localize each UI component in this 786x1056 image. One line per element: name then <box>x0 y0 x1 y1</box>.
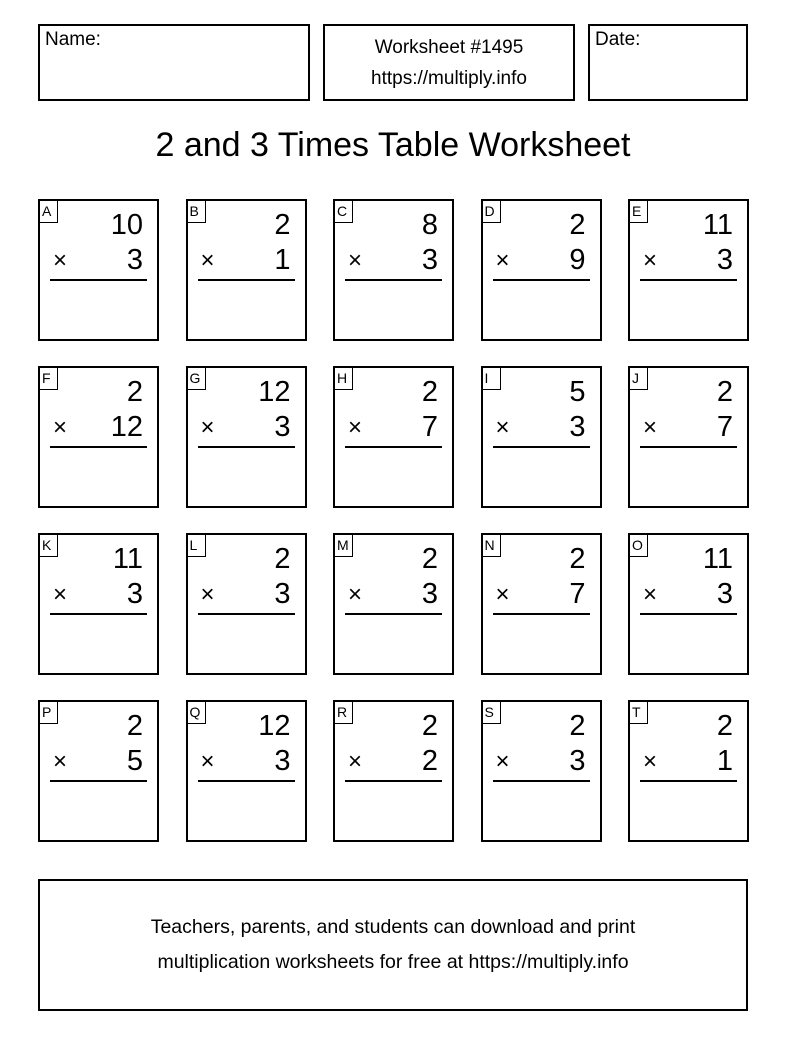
times-sign: × <box>495 748 510 775</box>
problem-card-b <box>186 199 307 341</box>
times-sign: × <box>643 414 658 441</box>
multiplier: 9 <box>569 244 586 276</box>
multiplicand: 12 <box>258 376 291 408</box>
answer-space[interactable] <box>345 452 442 500</box>
times-sign: × <box>348 581 363 608</box>
times-sign: × <box>53 247 68 274</box>
problem-card-j <box>628 366 749 508</box>
problem-card-m <box>333 533 454 675</box>
problem-letter: K <box>38 533 58 557</box>
answer-rule <box>50 780 147 782</box>
problem-card-t <box>628 700 749 842</box>
multiplicand: 2 <box>716 710 733 742</box>
problem-card-d <box>481 199 602 341</box>
answer-rule <box>50 446 147 448</box>
multiplicand: 2 <box>126 376 143 408</box>
problem-letter: J <box>628 366 648 390</box>
multiplier: 3 <box>126 244 143 276</box>
multiplicand: 11 <box>112 543 143 575</box>
problem-grid <box>38 199 749 842</box>
problem-card-c <box>333 199 454 341</box>
problem-card-o <box>628 533 749 675</box>
page-title: 2 and 3 Times Table Worksheet <box>155 126 631 164</box>
date-label: Date: <box>595 29 641 50</box>
answer-space[interactable] <box>640 619 737 667</box>
answer-rule <box>198 780 295 782</box>
answer-space[interactable] <box>50 786 147 834</box>
times-sign: × <box>643 247 658 274</box>
multiplier: 1 <box>716 745 733 777</box>
answer-rule <box>493 279 590 281</box>
answer-space[interactable] <box>493 452 590 500</box>
multiplicand: 12 <box>258 710 291 742</box>
answer-rule <box>640 613 737 615</box>
problem-card-f <box>38 366 159 508</box>
times-sign: × <box>495 414 510 441</box>
answer-rule <box>345 780 442 782</box>
multiplier: 3 <box>569 411 586 443</box>
multiplier: 5 <box>126 745 143 777</box>
name-field[interactable] <box>38 24 310 101</box>
answer-rule <box>198 446 295 448</box>
name-label: Name: <box>45 29 101 50</box>
footer-line-2: multiplication worksheets for free at https://multiply.info <box>157 951 629 973</box>
problem-card-p <box>38 700 159 842</box>
problem-card-a <box>38 199 159 341</box>
times-sign: × <box>53 414 68 441</box>
problem-letter: R <box>333 700 353 724</box>
problem-letter: P <box>38 700 58 724</box>
multiplier: 12 <box>110 411 143 443</box>
times-sign: × <box>200 748 215 775</box>
multiplier: 3 <box>274 578 291 610</box>
multiplicand: 11 <box>702 209 733 241</box>
problem-letter: G <box>186 366 206 390</box>
multiplier: 3 <box>421 578 438 610</box>
multiplier: 3 <box>126 578 143 610</box>
answer-space[interactable] <box>198 786 295 834</box>
multiplier: 3 <box>274 411 291 443</box>
problem-letter: I <box>481 366 501 390</box>
problem-letter: N <box>481 533 501 557</box>
multiplier: 3 <box>716 578 733 610</box>
answer-rule <box>640 780 737 782</box>
answer-space[interactable] <box>493 285 590 333</box>
multiplier: 7 <box>421 411 438 443</box>
worksheet-number: Worksheet #1495 <box>374 37 524 58</box>
problem-letter: L <box>186 533 206 557</box>
problem-card-q <box>186 700 307 842</box>
problem-card-h <box>333 366 454 508</box>
answer-rule <box>345 446 442 448</box>
answer-space[interactable] <box>50 619 147 667</box>
times-sign: × <box>643 581 658 608</box>
answer-space[interactable] <box>640 285 737 333</box>
multiplier: 7 <box>569 578 586 610</box>
multiplicand: 8 <box>421 209 438 241</box>
times-sign: × <box>348 247 363 274</box>
answer-rule <box>640 446 737 448</box>
footer-box <box>38 879 748 1011</box>
problem-card-e <box>628 199 749 341</box>
multiplicand: 11 <box>702 543 733 575</box>
answer-space[interactable] <box>493 786 590 834</box>
problem-letter: C <box>333 199 353 223</box>
times-sign: × <box>495 581 510 608</box>
answer-space[interactable] <box>345 619 442 667</box>
answer-rule <box>493 613 590 615</box>
problem-letter: Q <box>186 700 206 724</box>
multiplicand: 2 <box>274 209 291 241</box>
answer-rule <box>198 279 295 281</box>
multiplicand: 2 <box>421 710 438 742</box>
answer-space[interactable] <box>198 452 295 500</box>
times-sign: × <box>200 414 215 441</box>
multiplicand: 2 <box>569 710 586 742</box>
answer-rule <box>345 613 442 615</box>
problem-card-g <box>186 366 307 508</box>
answer-space[interactable] <box>345 786 442 834</box>
problem-letter: E <box>628 199 648 223</box>
problem-card-s <box>481 700 602 842</box>
problem-card-n <box>481 533 602 675</box>
times-sign: × <box>348 414 363 441</box>
multiplicand: 2 <box>716 376 733 408</box>
problem-letter: H <box>333 366 353 390</box>
answer-space[interactable] <box>198 285 295 333</box>
problem-letter: O <box>628 533 648 557</box>
times-sign: × <box>348 748 363 775</box>
times-sign: × <box>495 247 510 274</box>
problem-letter: D <box>481 199 501 223</box>
multiplicand: 2 <box>274 543 291 575</box>
answer-space[interactable] <box>50 285 147 333</box>
problem-letter: T <box>628 700 648 724</box>
problem-card-k <box>38 533 159 675</box>
answer-rule <box>198 613 295 615</box>
times-sign: × <box>643 748 658 775</box>
answer-space[interactable] <box>50 452 147 500</box>
problem-letter: A <box>38 199 58 223</box>
answer-rule <box>493 446 590 448</box>
problem-card-r <box>333 700 454 842</box>
multiplier: 2 <box>421 745 438 777</box>
problem-letter: S <box>481 700 501 724</box>
multiplier: 7 <box>716 411 733 443</box>
answer-space[interactable] <box>345 285 442 333</box>
problem-letter: M <box>333 533 353 557</box>
answer-space[interactable] <box>493 619 590 667</box>
multiplicand: 2 <box>421 543 438 575</box>
answer-space[interactable] <box>640 452 737 500</box>
multiplicand: 2 <box>126 710 143 742</box>
times-sign: × <box>200 247 215 274</box>
multiplier: 1 <box>274 244 291 276</box>
multiplier: 3 <box>716 244 733 276</box>
multiplier: 3 <box>421 244 438 276</box>
problem-letter: B <box>186 199 206 223</box>
multiplicand: 2 <box>569 209 586 241</box>
multiplicand: 2 <box>569 543 586 575</box>
multiplier: 3 <box>569 745 586 777</box>
footer-line-1: Teachers, parents, and students can download and print <box>150 916 636 938</box>
multiplicand: 2 <box>421 376 438 408</box>
answer-rule <box>50 613 147 615</box>
answer-rule <box>493 780 590 782</box>
problem-card-i <box>481 366 602 508</box>
multiplicand: 10 <box>110 209 143 241</box>
times-sign: × <box>53 748 68 775</box>
answer-rule <box>50 279 147 281</box>
answer-rule <box>345 279 442 281</box>
problem-card-l <box>186 533 307 675</box>
answer-rule <box>640 279 737 281</box>
answer-space[interactable] <box>198 619 295 667</box>
problem-letter: F <box>38 366 58 390</box>
multiplicand: 5 <box>569 376 586 408</box>
times-sign: × <box>200 581 215 608</box>
worksheet-info-box <box>323 24 575 101</box>
date-field[interactable] <box>588 24 748 101</box>
times-sign: × <box>53 581 68 608</box>
multiplier: 3 <box>274 745 291 777</box>
answer-space[interactable] <box>640 786 737 834</box>
worksheet-url: https://multiply.info <box>371 68 527 89</box>
